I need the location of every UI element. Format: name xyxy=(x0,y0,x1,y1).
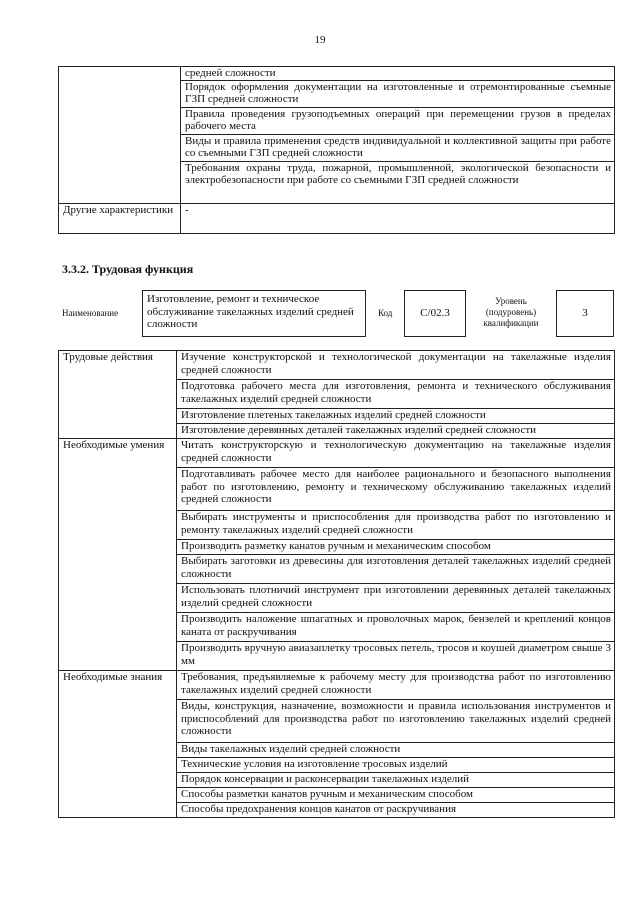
knowledge-item: Способы разметки канатов ручным и механическим способом xyxy=(177,788,615,803)
knowledge-item: Способы предохранения концов канатов от раскручивания xyxy=(177,803,615,818)
code-label: Код xyxy=(378,308,393,318)
code-value-box: С/02.3 xyxy=(404,290,466,337)
skill-item: Читать конструкторскую и технологическую документацию на такелажные изделия средней сложности xyxy=(177,439,615,468)
skill-item: Выбирать заготовки из древесины для изготовления деталей такелажных изделий средней сложности xyxy=(177,555,615,584)
skill-item: Производить вручную авиазаплетку тросовых петель, тросов и коушей диаметром свыше 3 мм xyxy=(177,642,615,671)
knowledge-item: Требования охраны труда, пожарной, промышленной, экологической безопасности и электробезопасности при работе со съемными ГЗП средней сложности xyxy=(181,161,615,203)
skill-item: Производить наложение шпагатных и проволочных марок, бензелей и креплений концов каната от раскручивания xyxy=(177,613,615,642)
continued-knowledge-table xyxy=(58,66,615,234)
qualification-level-box: 3 xyxy=(556,290,614,337)
skill-item: Выбирать инструменты и приспособления для производства работ по изготовлению и ремонту такелажных изделий средней сложности xyxy=(177,511,615,540)
knowledge-item: Порядок оформления документации на изготовленные и отремонтированные съемные ГЗП средней сложности xyxy=(181,80,615,107)
knowledge-item: Правила проведения грузоподъемных операций при перемещении грузов в пределах рабочего места xyxy=(181,107,615,134)
knowledge-item: Виды и правила применения средств индивидуальной и коллективной защиты при работе со съемными ГЗП средней сложности xyxy=(181,134,615,161)
skills-label: Необходимые умения xyxy=(59,439,177,671)
skill-item: Подготавливать рабочее место для наиболее рационального и безопасного выполнения работ по изготовлению, ремонту и техническому обслуживанию такелажных изделий средней сложности xyxy=(177,468,615,511)
section-title: 3.3.2. Трудовая функция xyxy=(62,262,194,276)
labor-action-item: Изучение конструкторской и технологической документации на такелажные изделия средней сложности xyxy=(177,351,615,380)
other-characteristics-value: - xyxy=(181,203,615,233)
function-name-box: Изготовление, ремонт и техническое обслуживание такелажных изделий средней сложности xyxy=(142,290,366,337)
other-characteristics-label: Другие характеристики xyxy=(59,203,181,233)
knowledge-item: Технические условия на изготовление тросовых изделий xyxy=(177,758,615,773)
labor-action-item: Подготовка рабочего места для изготовления, ремонта и технического обслуживания такелажных изделий средней сложности xyxy=(177,380,615,409)
name-label: Наименование xyxy=(62,308,119,318)
knowledge-item: средней сложности xyxy=(181,67,615,81)
knowledge-item: Виды такелажных изделий средней сложности xyxy=(177,743,615,758)
knowledge-label-cell xyxy=(59,67,181,204)
labor-action-item: Изготовление деревянных деталей такелажных изделий средней сложности xyxy=(177,424,615,439)
labor-actions-label: Трудовые действия xyxy=(59,351,177,439)
knowledge-label: Необходимые знания xyxy=(59,671,177,818)
knowledge-item: Порядок консервации и расконсервации такелажных изделий xyxy=(177,773,615,788)
skill-item: Производить разметку канатов ручным и механическим способом xyxy=(177,540,615,555)
labor-function-table xyxy=(58,350,615,818)
page-number: 19 xyxy=(314,34,326,46)
knowledge-item: Виды, конструкция, назначение, возможности и правила использования инструментов и приспособлений для производства работ по изготовлению такелажных изделий средней сложности xyxy=(177,700,615,743)
skill-item: Использовать плотничий инструмент при изготовлении деревянных деталей такелажных изделий средней сложности xyxy=(177,584,615,613)
qualification-level-label: Уровень (подуровень) квалификации xyxy=(483,296,539,328)
labor-action-item: Изготовление плетеных такелажных изделий средней сложности xyxy=(177,409,615,424)
knowledge-item: Требования, предъявляемые к рабочему месту для производства работ по изготовлению такелажных изделий средней сложности xyxy=(177,671,615,700)
